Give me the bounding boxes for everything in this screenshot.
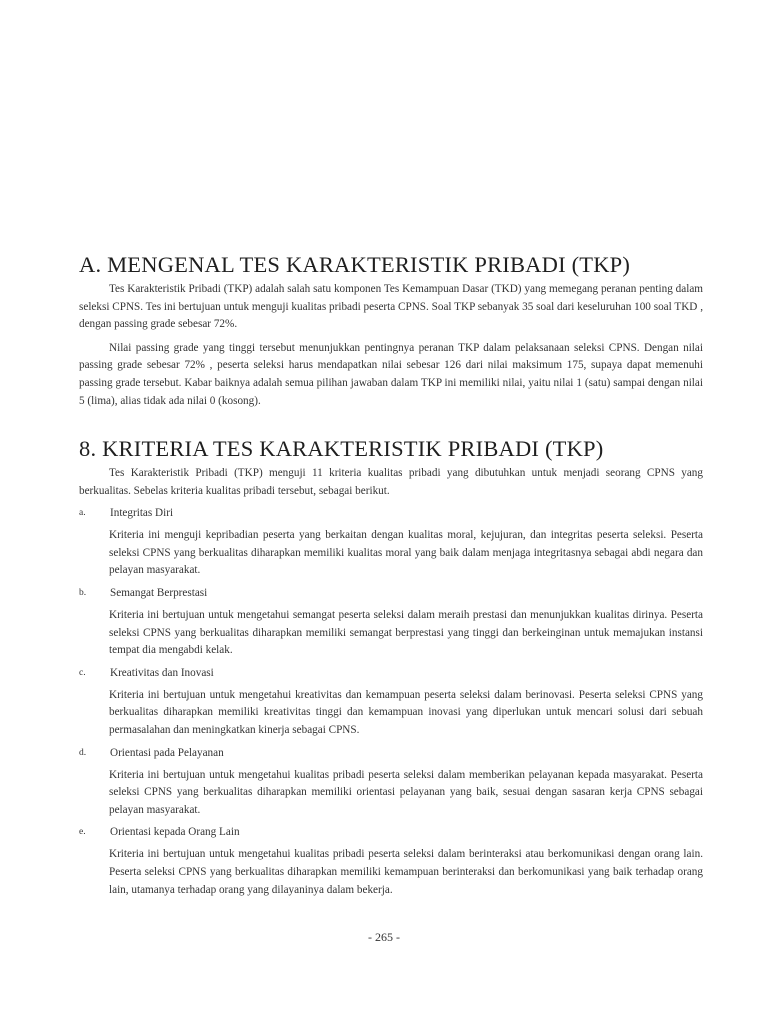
section-mengenal-tkp: [79, 250, 703, 416]
criteria-description: Kriteria ini bertujuan untuk mengetahui kreativitas dan kemampuan peserta seleksi dalam berinovasi. Peserta seleksi CPNS yang berkualitas diharapkan memiliki kreativitas tinggi dan kemampuan inovasi yang diperlukan untuk mencari solusi dari sebuah permasalahan dan meningkatkan kinerja sebagai CPNS.: [109, 688, 703, 736]
criteria-title: Orientasi pada Pelayanan: [110, 746, 224, 759]
criteria-description: Kriteria ini bertujuan untuk mengetahui kualitas pribadi peserta seleksi dalam berinteraksi atau berkomunikasi dengan orang lain. Peserta seleksi CPNS yang berkualitas diharapkan memiliki kemampuan berinteraksi dan berkomunikasi yang baik terhadap orang lain, utamanya terhadap orang yang dilayaninya dalam bekerja.: [109, 848, 703, 896]
page-number: - 265 -: [368, 930, 400, 944]
criteria-item-integritas-diri: [79, 504, 703, 580]
list-marker: e.: [79, 827, 86, 838]
section-heading: A. MENGENAL TES KARAKTERISTIK PRIBADI (TKP): [79, 252, 631, 277]
list-marker: a.: [79, 508, 86, 519]
criteria-title: Semangat Berprestasi: [110, 586, 208, 599]
criteria-title: Kreativitas dan Inovasi: [110, 666, 214, 679]
section-kriteria-tkp: [79, 434, 703, 899]
paragraph: Tes Karakteristik Pribadi (TKP) adalah salah satu komponen Tes Kemampuan Dasar (TKD) yang memegang peranan penting dalam seleksi CPNS. Tes ini bertujuan untuk menguji kualitas pribadi peserta CPNS. Soal TKP sebanyak 35 soal dari keseluruhan 100 soal TKD , dengan passing grade sebesar 72%.: [79, 283, 703, 331]
criteria-description: Kriteria ini menguji kepribadian peserta yang berkaitan dengan kualitas moral, kejujuran, dan integritas peserta seleksi. Peserta seleksi CPNS yang berkualitas diharapkan memiliki kualitas moral yang baik dalam menjaga integritasnya sebagai abdi negara dan pelayan masyarakat.: [109, 529, 703, 577]
criteria-item-orientasi-orang-lain: [79, 823, 703, 899]
criteria-description: Kriteria ini bertujuan untuk mengetahui kualitas pribadi peserta seleksi dalam memberikan pelayanan kepada masyarakat. Peserta seleksi CPNS yang berkualitas diharapkan memiliki orientasi pelayanan yang baik, sesuai dengan sasaran kerja CPNS sebagai pelayan masyarakat.: [109, 768, 703, 816]
criteria-item-kreativitas-inovasi: [79, 664, 703, 740]
criteria-title: Orientasi kepada Orang Lain: [110, 826, 240, 839]
list-marker: d.: [79, 747, 87, 758]
list-marker: b.: [79, 587, 87, 598]
intro-paragraph: Tes Karakteristik Pribadi (TKP) menguji 11 kriteria kualitas pribadi yang dibutuhkan untuk menjadi seorang CPNS yang berkualitas. Sebelas kriteria kualitas pribadi tersebut, sebagai berikut.: [79, 467, 703, 497]
criteria-description: Kriteria ini bertujuan untuk mengetahui semangat peserta seleksi dalam meraih prestasi dan menunjukkan kualitas dirinya. Peserta seleksi CPNS yang berkualitas diharapkan memiliki semangat berprestasi yang tinggi dan berkeinginan untuk memajukan instansi tempat dia mengabdi kelak.: [109, 608, 703, 657]
section-heading: 8. KRITERIA TES KARAKTERISTIK PRIBADI (TKP): [79, 436, 604, 461]
criteria-title: Integritas Diri: [110, 507, 174, 520]
paragraph: Nilai passing grade yang tinggi tersebut menunjukkan pentingnya peranan TKP dalam pelaksanaan seleksi CPNS. Dengan nilai passing grade sebesar 72% , peserta seleksi harus mendapatkan nilai sebesar 126 dari nilai maksimum 175, supaya dapat memenuhi passing grade tersebut. Kabar baiknya adalah semua pilihan jawaban dalam TKP ini memiliki nilai, yaitu nilai 1 (satu) sampai dengan nilai 5 (lima), alias tidak ada nilai 0 (kosong).: [79, 341, 703, 407]
criteria-item-semangat-berprestasi: [79, 584, 703, 660]
list-marker: c.: [79, 667, 86, 678]
criteria-item-orientasi-pelayanan: [79, 744, 703, 820]
